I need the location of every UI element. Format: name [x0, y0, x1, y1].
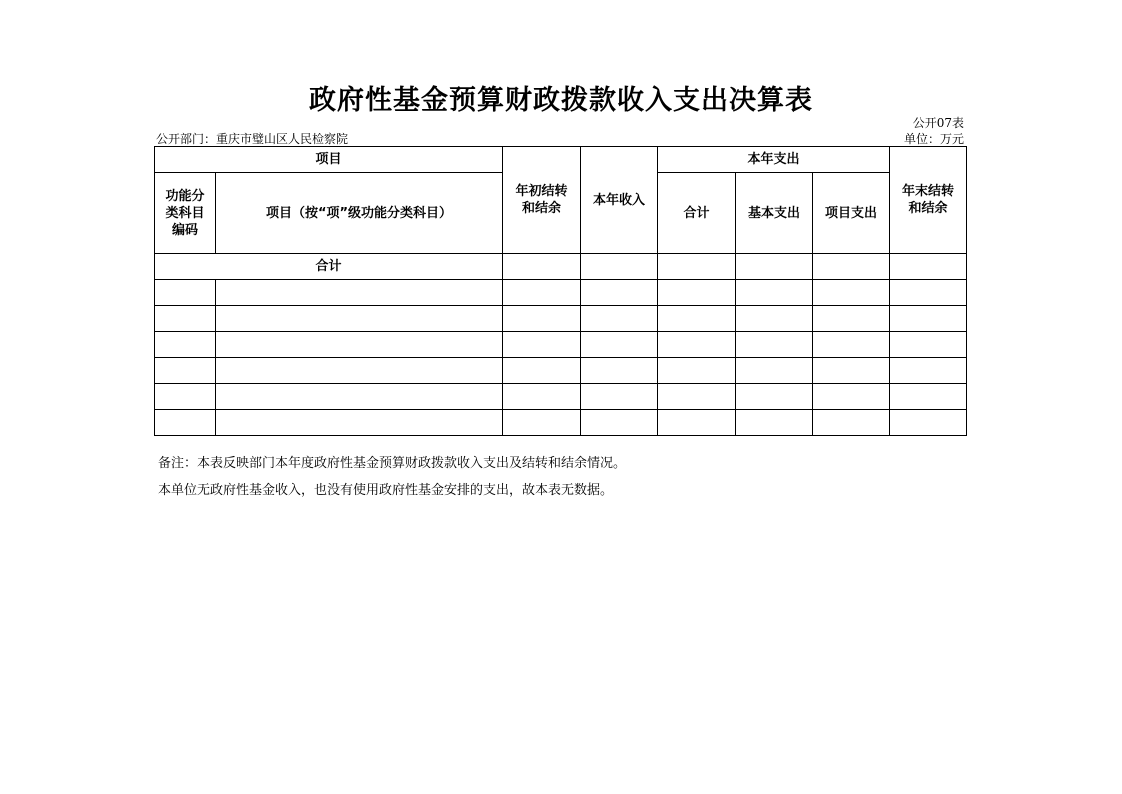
table-cell: [503, 254, 581, 280]
header-income: 本年收入: [581, 147, 658, 254]
table-cell: [155, 384, 216, 410]
table-cell: [890, 332, 967, 358]
table-cell: [581, 384, 658, 410]
budget-table: [154, 146, 967, 436]
table-row: [155, 410, 967, 436]
header-project: 项目: [155, 147, 503, 173]
header-project-item: 项目（按“项”级功能分类科目）: [216, 173, 503, 254]
table-cell: [658, 384, 736, 410]
form-number: 公开07表: [912, 116, 964, 130]
header-end-balance-text: 年末结转和结余: [902, 184, 955, 216]
table-row: [155, 306, 967, 332]
table-cell: [216, 332, 503, 358]
header-end-balance: [890, 147, 967, 254]
table-cell: [736, 384, 813, 410]
notes: [158, 450, 626, 504]
header-func-code: [155, 173, 216, 254]
header-begin-balance: [503, 147, 581, 254]
table-cell: [658, 280, 736, 306]
table-cell: [890, 280, 967, 306]
table-cell: [216, 280, 503, 306]
table-cell: [155, 410, 216, 436]
table-cell: [581, 332, 658, 358]
table-cell: [813, 358, 890, 384]
page-title: 政府性基金预算财政拨款收入支出决算表: [309, 85, 813, 116]
table-cell: [155, 332, 216, 358]
table-cell: [813, 384, 890, 410]
table-cell: [216, 306, 503, 332]
table-cell: [216, 358, 503, 384]
table-cell: [736, 306, 813, 332]
table-cell: [658, 332, 736, 358]
table-cell: [658, 306, 736, 332]
table-cell: [581, 306, 658, 332]
table-cell: [736, 254, 813, 280]
header-func-code-text: 功能分类科目编码: [165, 188, 205, 238]
table-cell: [813, 280, 890, 306]
table-cell: [503, 332, 581, 358]
table-cell: [813, 306, 890, 332]
table-cell: [216, 384, 503, 410]
table-cell: [155, 358, 216, 384]
header-expense-group: 本年支出: [658, 147, 890, 173]
table-cell: [503, 306, 581, 332]
table-cell: [736, 358, 813, 384]
table-cell: [890, 384, 967, 410]
table-row: [155, 280, 967, 306]
note-line-2: 本单位无政府性基金收入，也没有使用政府性基金安排的支出，故本表无数据。: [158, 483, 614, 498]
table-cell: [503, 384, 581, 410]
unit-label: 单位：万元: [903, 132, 964, 146]
table-cell: [890, 306, 967, 332]
table-cell: [890, 410, 967, 436]
table-cell: [736, 280, 813, 306]
table-cell: [890, 254, 967, 280]
table-cell: [658, 410, 736, 436]
table-cell: [503, 410, 581, 436]
table-cell: [736, 410, 813, 436]
header-begin-balance-text: 年初结转和结余: [515, 184, 568, 216]
table-cell: [658, 358, 736, 384]
table-cell: [890, 358, 967, 384]
total-row-label: 合计: [155, 254, 503, 280]
table-cell: [216, 410, 503, 436]
table-cell: [581, 280, 658, 306]
table-cell: [155, 280, 216, 306]
table-row: [155, 384, 967, 410]
table-row: [155, 332, 967, 358]
table-cell: [813, 410, 890, 436]
table-row: [155, 358, 967, 384]
table-cell: [736, 332, 813, 358]
table-cell: [813, 332, 890, 358]
table-cell: [503, 280, 581, 306]
table-cell: [581, 410, 658, 436]
header-basic-expense: 基本支出: [736, 173, 813, 254]
table-cell: [503, 358, 581, 384]
header-project-expense: 项目支出: [813, 173, 890, 254]
total-row: [155, 254, 967, 280]
department-label: 公开部门：重庆市璧山区人民检察院: [156, 132, 349, 146]
table-cell: [581, 254, 658, 280]
table-cell: [658, 254, 736, 280]
table-cell: [155, 306, 216, 332]
header-total: 合计: [658, 173, 736, 254]
table-cell: [813, 254, 890, 280]
note-line-1: 备注：本表反映部门本年度政府性基金预算财政拨款收入支出及结转和结余情况。: [158, 456, 627, 471]
table-cell: [581, 358, 658, 384]
